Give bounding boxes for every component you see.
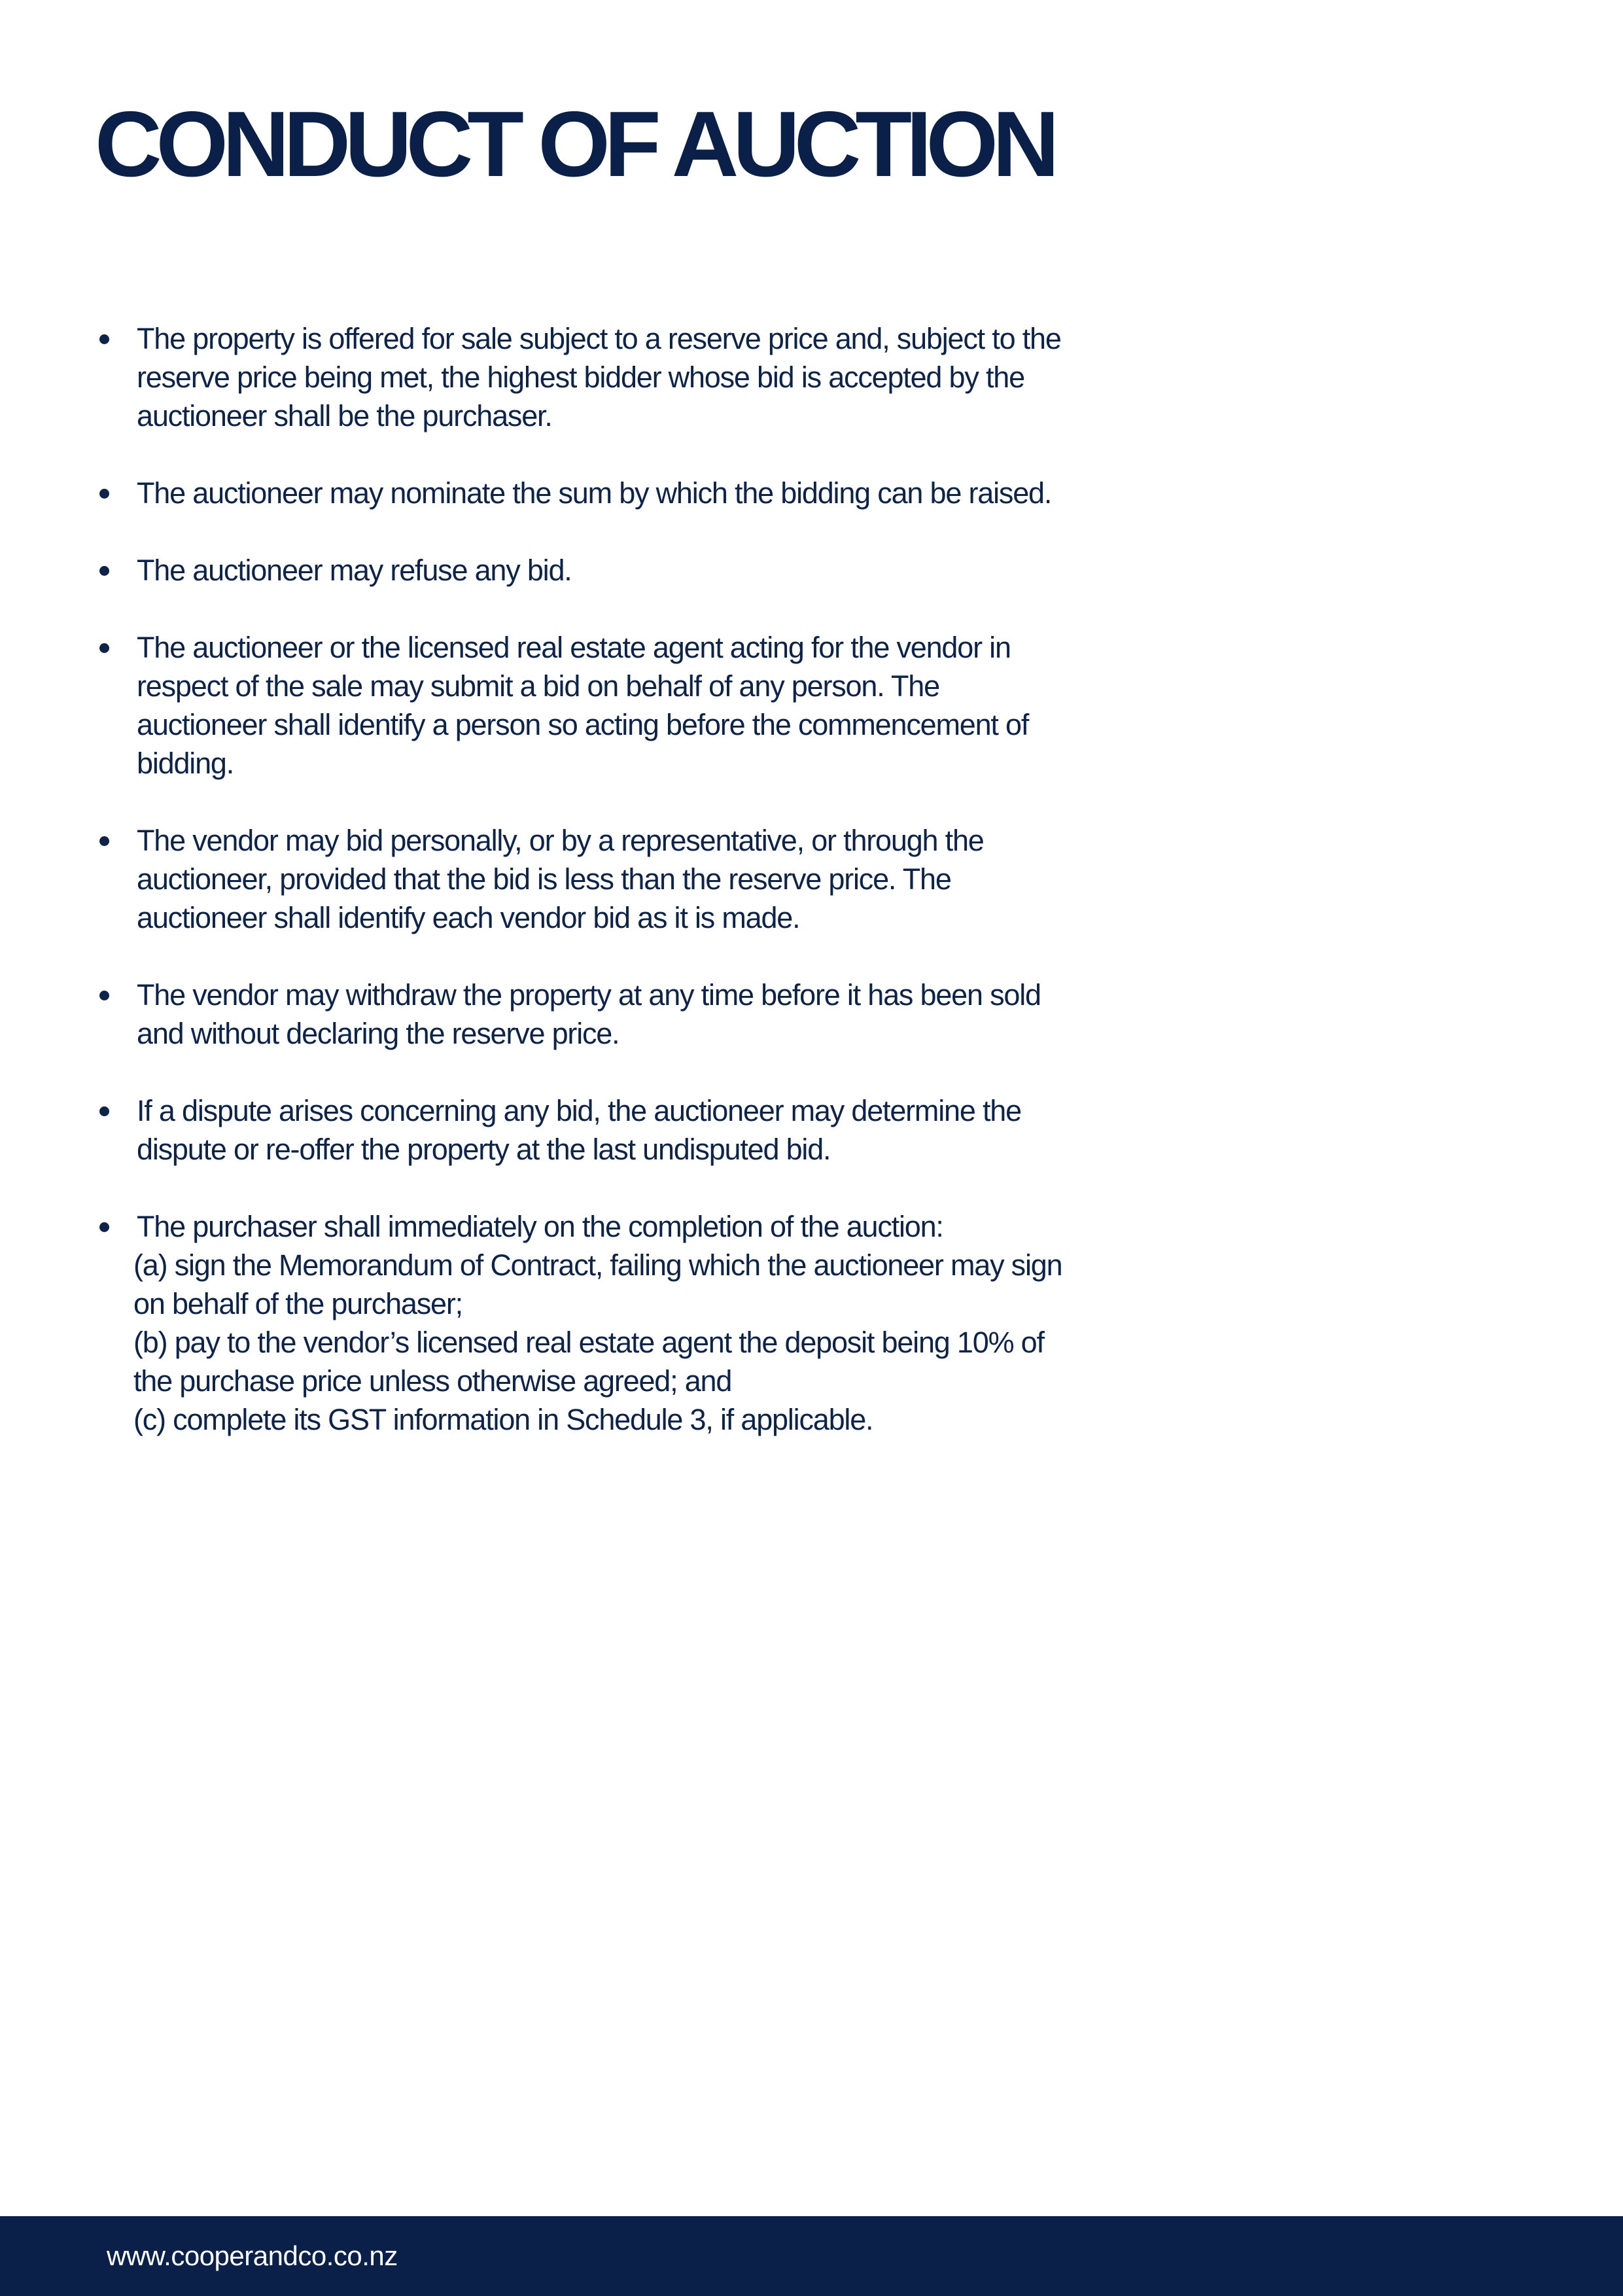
sub-item: (b) pay to the vendor’s licensed real estate agent the deposit being 10% of the purchase price unless otherwise agreed; and (133, 1326, 1044, 1398)
clause-text: The property is offered for sale subject to a reserve price and, subject to the reserve price being met, the highest bidder whose bid is accepted by the auctioneer shall be the purchaser. (137, 322, 1061, 433)
bullet-icon (99, 566, 109, 576)
bullet-icon (99, 643, 109, 653)
footer-website-link[interactable]: www.cooperandco.co.nz (107, 2240, 398, 2271)
page-title: CONDUCT OF AUCTION (95, 92, 1054, 196)
clause-text: The auctioneer or the licensed real estate agent acting for the vendor in respect of the sale may submit a bid on behalf of any person. The auctioneer shall identify a person so acting before the commencement of bidding. (137, 631, 1029, 780)
clause-text: The auctioneer may refuse any bid. (137, 554, 572, 587)
list-item (95, 1207, 1063, 1439)
bullet-icon (99, 836, 109, 846)
list-item (95, 319, 1063, 435)
bullet-icon (99, 334, 109, 344)
list-item (95, 551, 1063, 590)
clause-text: The vendor may withdraw the property at any time before it has been sold and without declaring the reserve price. (137, 978, 1041, 1050)
clause-text: The auctioneer may nominate the sum by which the bidding can be raised. (137, 476, 1052, 510)
list-item (95, 474, 1063, 512)
list-item (95, 976, 1063, 1053)
bullet-icon (99, 1222, 109, 1232)
bullet-icon (99, 991, 109, 1000)
bullet-icon (99, 489, 109, 499)
bullet-icon (99, 1106, 109, 1116)
auction-conditions-list (95, 319, 1063, 1477)
sub-item: (a) sign the Memorandum of Contract, failing which the auctioneer may sign on behalf of the purchaser; (133, 1248, 1062, 1320)
clause-text: The vendor may bid personally, or by a representative, or through the auctioneer, provided that the bid is less than the reserve price. The auctioneer shall identify each vendor bid as it is made. (137, 824, 984, 934)
clause-text: If a dispute arises concerning any bid, the auctioneer may determine the dispute or re-offer the property at the last undisputed bid. (137, 1094, 1021, 1166)
sub-item: (c) complete its GST information in Schedule 3, if applicable. (133, 1403, 873, 1436)
clause-text: The purchaser shall immediately on the completion of the auction: (137, 1210, 943, 1243)
list-item (95, 821, 1063, 937)
list-item (95, 628, 1063, 783)
footer-bar (0, 2216, 1623, 2296)
list-item (95, 1091, 1063, 1169)
